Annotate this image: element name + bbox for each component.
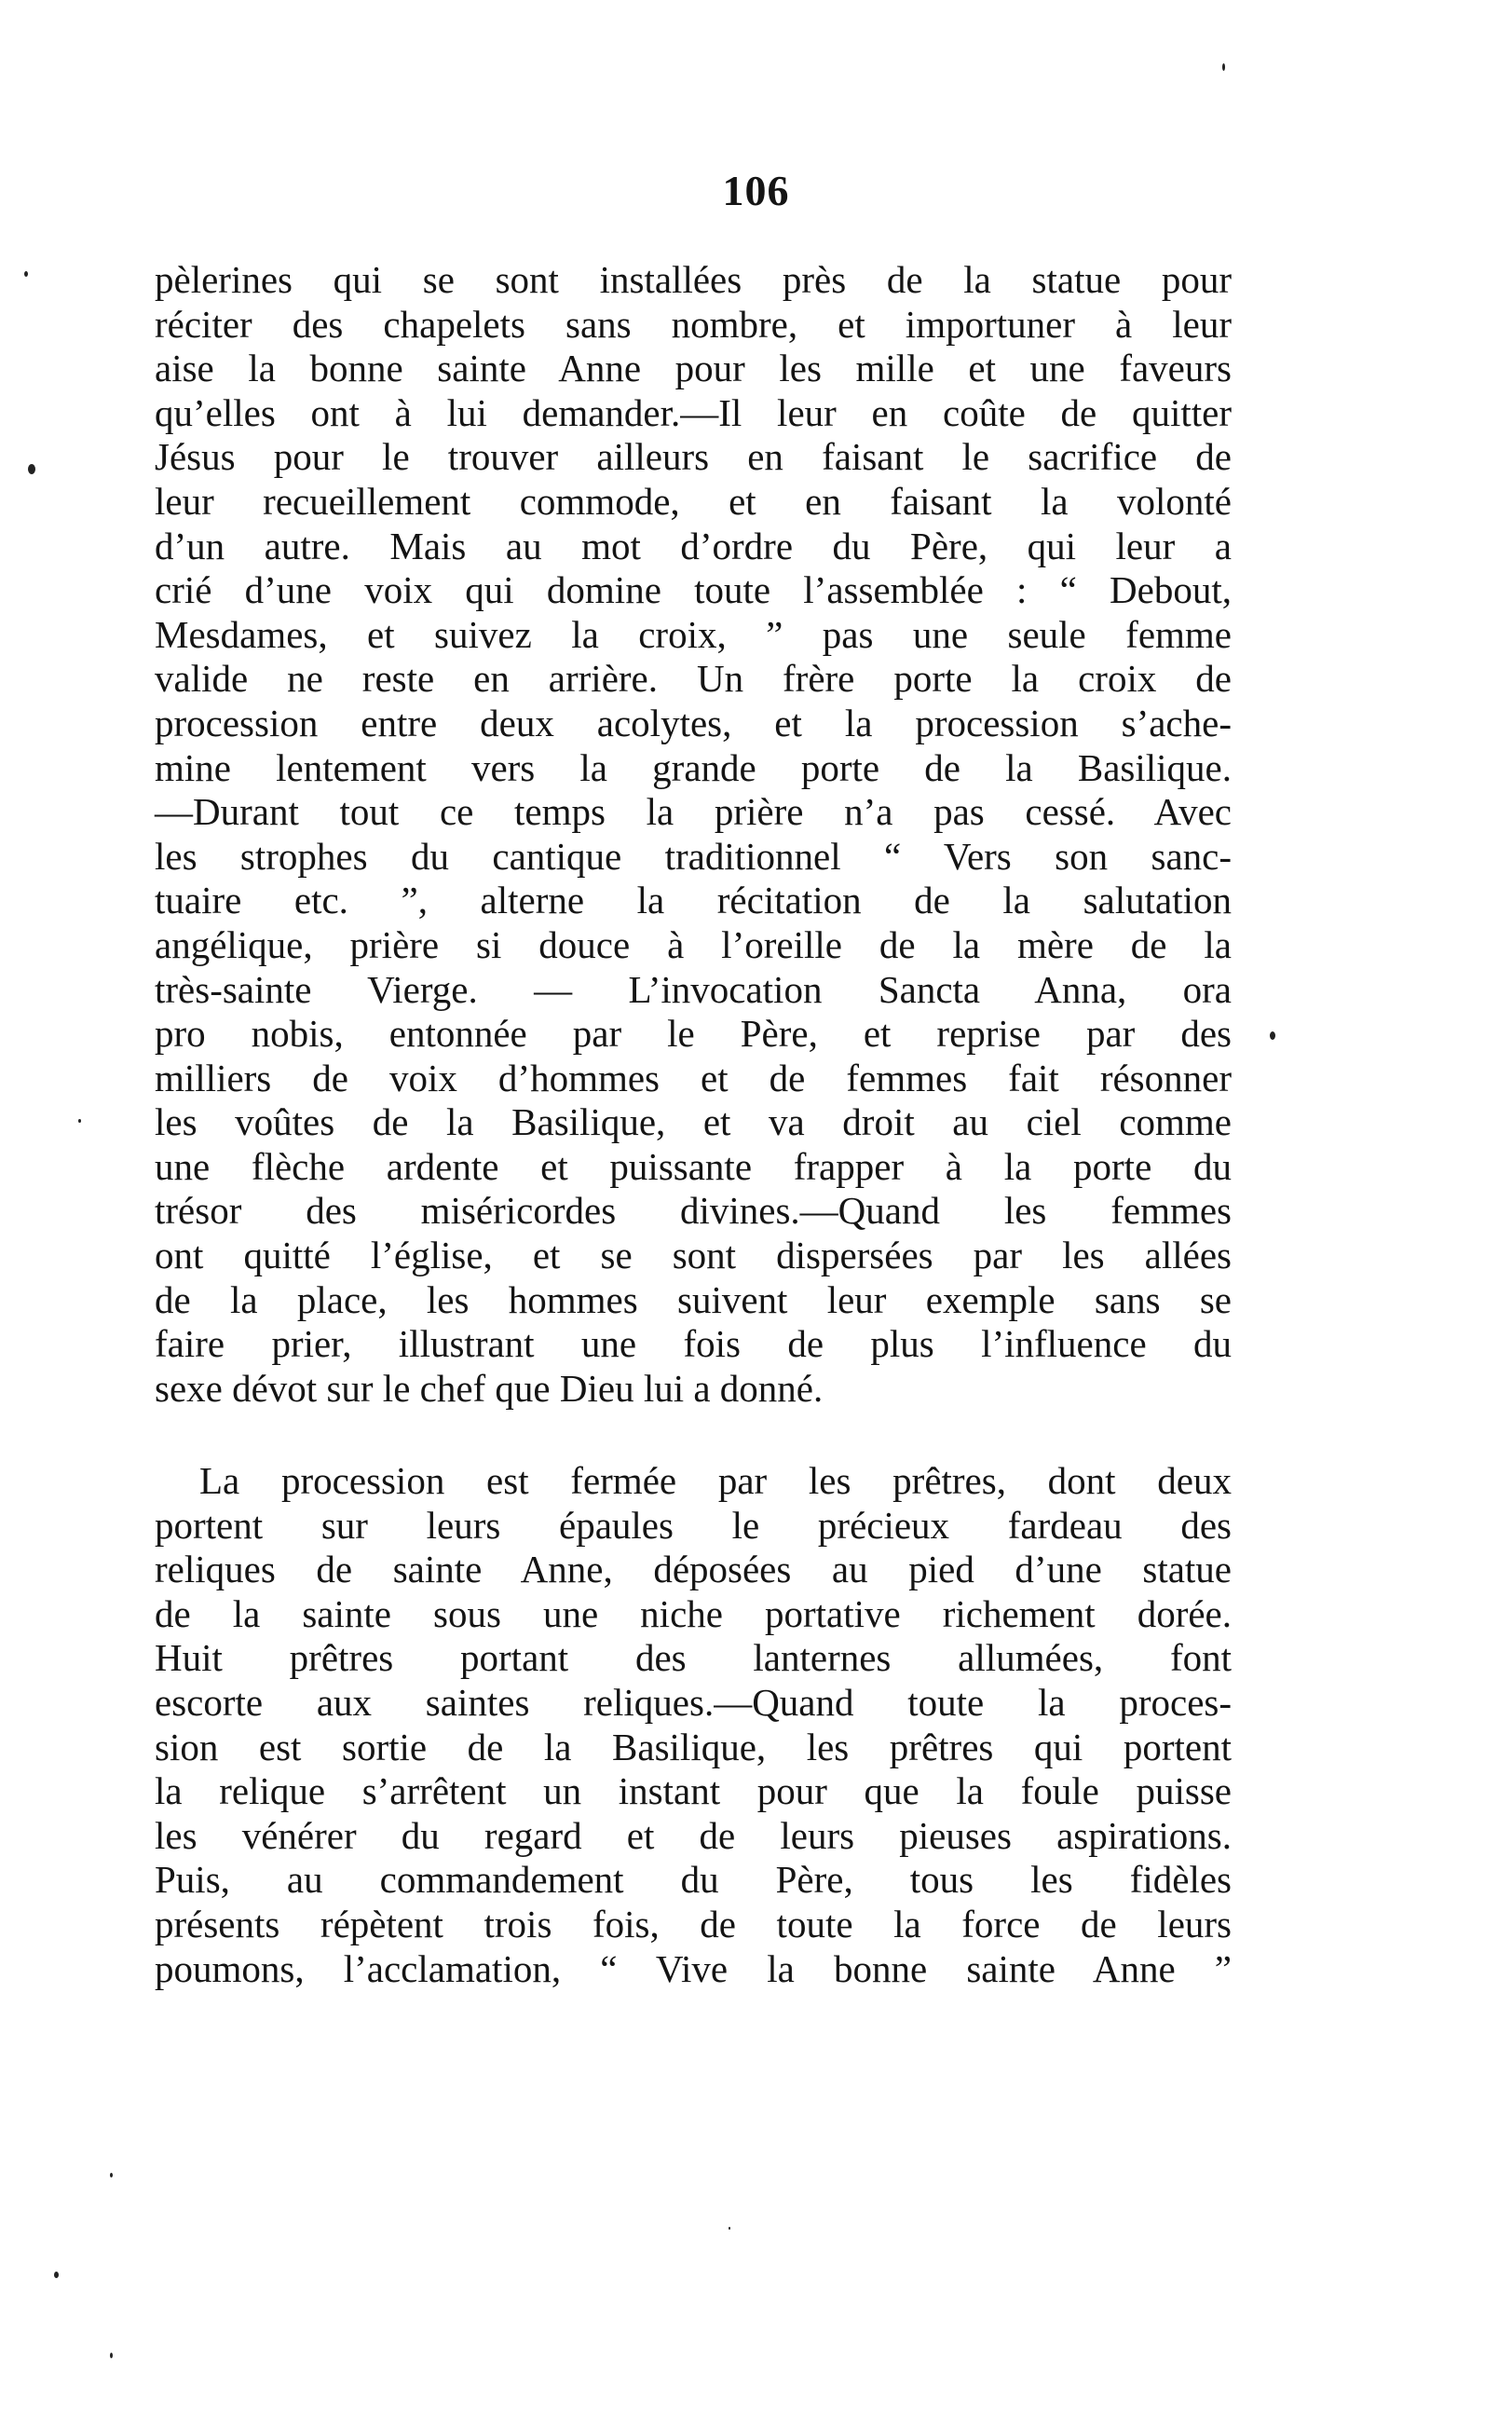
text-line: angélique, prière si douce à l’oreille de la mère de la [155,922,1232,966]
text-line: mine lentement vers la grande porte de la Basilique. [155,745,1232,789]
paragraph-1 [155,258,1232,1411]
scan-speck [78,1119,81,1123]
text-line: crié d’une voix qui domine toute l’assemblée : “ Debout, [155,568,1232,612]
scan-speck [1270,1031,1275,1040]
text-line: sexe dévot sur le chef que Dieu lui a donné. [155,1366,824,1410]
text-line: faire prier, illustrant une fois de plus l’influence du [155,1322,1232,1366]
text-line: ont quitté l’église, et se sont dispersées par les allées [155,1234,1232,1277]
scan-speck [54,2272,59,2278]
text-line: leur recueillement commode, et en faisant la volonté [155,479,1232,523]
text-line: Jésus pour le trouver ailleurs en faisant le sacrifice de [155,435,1232,479]
text-line: La procession est fermée par les prêtres, dont deux [199,1459,1232,1502]
text-line: présents répètent trois fois, de toute la force de leurs [155,1902,1232,1945]
text-line: Mesdames, et suivez la croix, ” pas une seule femme [155,612,1232,656]
scan-speck [28,464,35,474]
text-line: pèlerines qui se sont installées près de la statue pour [155,258,1232,301]
text-line: les voûtes de la Basilique, et va droit au ciel comme [155,1100,1232,1144]
text-line: aise la bonne sainte Anne pour les mille et une faveurs [155,347,1232,390]
text-line: trésor des miséricordes divines.—Quand les femmes [155,1189,1232,1233]
text-line: portent sur leurs épaules le précieux fardeau des [155,1503,1232,1547]
text-line: sion est sortie de la Basilique, les prêtres qui portent [155,1725,1232,1768]
text-line: Huit prêtres portant des lanternes allumées, font [155,1636,1232,1680]
text-line: reliques de sainte Anne, déposées au pied d’une statue [155,1548,1232,1591]
scan-speck [729,2227,730,2230]
text-line: milliers de voix d’hommes et de femmes fait résonner [155,1056,1232,1099]
text-line: les vénérer du regard et de leurs pieuses aspirations. [155,1813,1232,1857]
text-line: qu’elles ont à lui demander.—Il leur en coûte de quitter [155,390,1232,434]
text-line: les strophes du cantique traditionnel “ Vers son sanc- [155,834,1232,878]
text-line: procession entre deux acolytes, et la procession s’ache- [155,701,1232,744]
text-line: tuaire etc. ”, alterne la récitation de la salutation [155,879,1232,922]
text-line: Puis, au commandement du Père, tous les fidèles [155,1858,1232,1902]
text-line: de la sainte sous une niche portative richement dorée. [155,1591,1232,1635]
text-line: valide ne reste en arrière. Un frère porte la croix de [155,657,1232,701]
text-line: la relique s’arrêtent un instant pour que la foule puisse [155,1769,1232,1813]
text-line: de la place, les hommes suivent leur exemple sans se [155,1277,1232,1321]
text-line: pro nobis, entonnée par le Père, et reprise par des [155,1012,1232,1056]
text-line: escorte aux saintes reliques.—Quand toute la proces- [155,1680,1232,1724]
text-line: très-sainte Vierge. — L’invocation Sancta Anna, ora [155,967,1232,1011]
scan-speck [24,271,28,277]
text-line: d’un autre. Mais au mot d’ordre du Père, qui leur a [155,524,1232,567]
text-line: poumons, l’acclamation, “ Vive la bonne sainte Anne ” [155,1946,1232,1990]
scan-speck [1222,63,1225,71]
text-line: réciter des chapelets sans nombre, et importuner à leur [155,302,1232,346]
text-line: —Durant tout ce temps la prière n’a pas cessé. Avec [155,790,1232,834]
scan-speck [110,2173,113,2177]
paragraph-2 [155,1459,1232,1991]
scan-speck [110,2353,113,2358]
text-line: une flèche ardente et puissante frapper à la porte du [155,1144,1232,1188]
page-number: 106 [722,167,790,214]
